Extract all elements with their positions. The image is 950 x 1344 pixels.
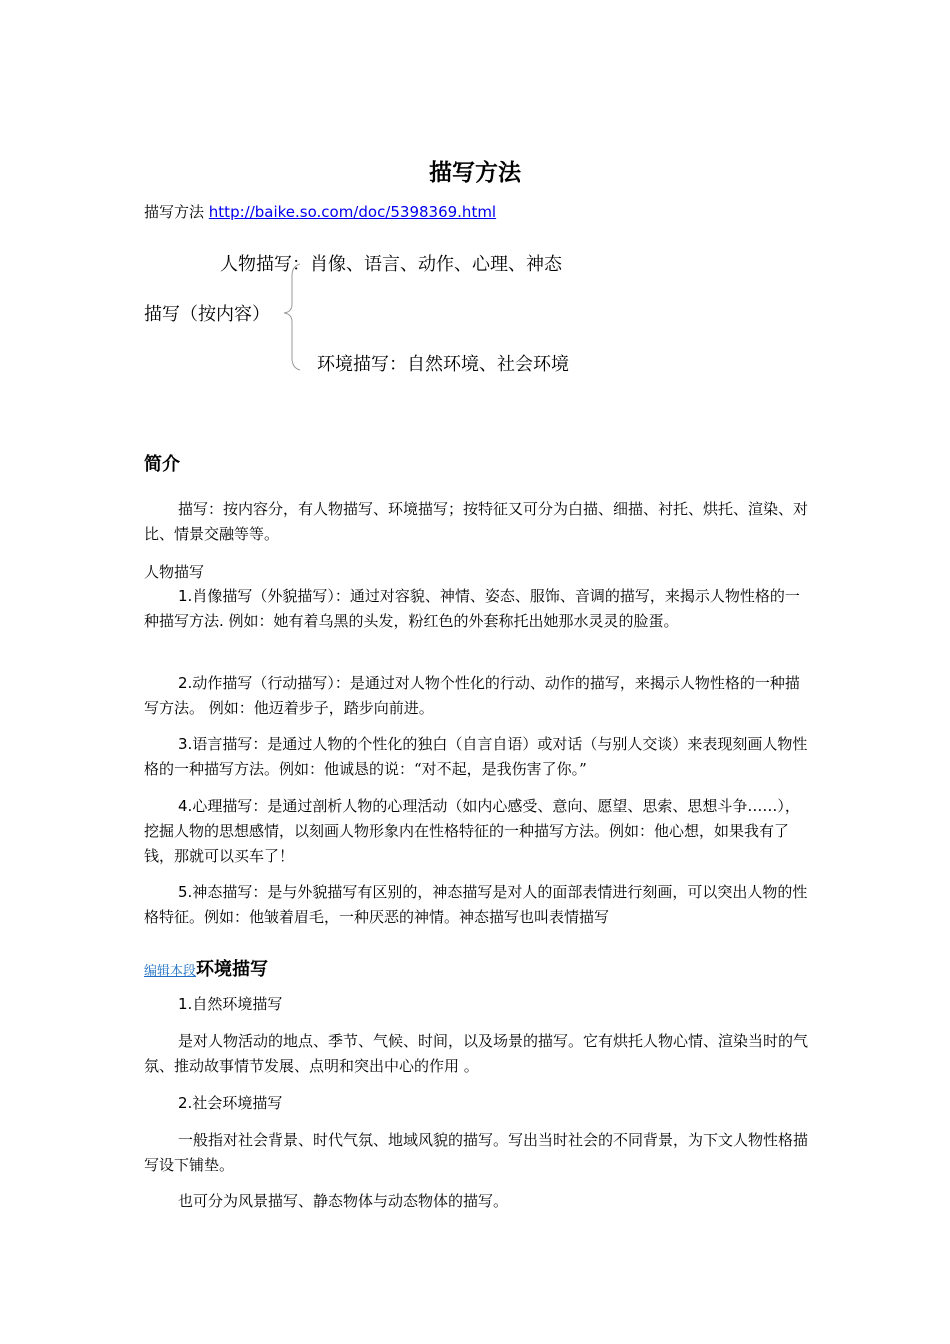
nature-paragraph: 是对人物活动的地点、季节、气候、时间，以及场景的描写。它有烘托人物心情、渲染当时的气氛、推动故事情节发展、点明和突出中心的作用 。 [144, 1032, 809, 1075]
item-number: 2. [178, 674, 193, 692]
intro-heading: 简介 [144, 454, 180, 475]
person-item-2 [144, 671, 808, 721]
item-number: 2. [178, 1094, 193, 1112]
item-text: 心理描写：是通过剖析人物的心理活动（如内心感受、意向、愿望、思索、思想斗争……），挖掘人物的思想感情，以刻画人物形象内在性格特征的一种描写方法。例如：他心想，如果我有了钱，那就可以买车了！ [144, 797, 800, 865]
diagram-brace [278, 262, 308, 372]
diagram-root: 描写（按内容） [144, 304, 270, 325]
page-title: 描写方法 [429, 160, 521, 186]
item-number: 4. [178, 797, 193, 815]
item-text: 神态描写：是与外貌描写有区别的，神态描写是对人的面部表情进行刻画，可以突出人物的性格特征。例如：他皱着眉毛，一种厌恶的神情。神态描写也叫表情描写 [144, 883, 808, 926]
diagram-person-branch: 人物描写：肖像、语言、动作、心理、神态 [220, 254, 562, 275]
source-label: 描写方法 [144, 203, 205, 221]
person-item-5 [144, 880, 808, 930]
environment-heading-line [144, 955, 268, 981]
item-text: 肖像描写（外貌描写）：通过对容貌、神情、姿态、服饰、音调的描写，来揭示人物性格的一种描写方法. 例如：她有着乌黑的头发，粉红色的外套称托出她那水灵灵的脸蛋。 [144, 587, 800, 630]
source-line [144, 201, 496, 222]
person-item-4 [144, 794, 808, 869]
nature-title [144, 992, 808, 1017]
social-paragraph: 一般指对社会背景、时代气氛、地域风貌的描写。写出当时社会的不同背景，为下文人物性格描写设下铺垫。 [144, 1131, 809, 1174]
item-text: 语言描写：是通过人物的个性化的独白（自言自语）或对话（与别人交谈）来表现刻画人物性格的一种描写方法。例如：他诚恳的说：“对不起，是我伤害了你。” [144, 735, 808, 778]
diagram-environment-branch: 环境描写：自然环境、社会环境 [317, 354, 569, 375]
source-link[interactable]: http://baike.so.com/doc/5398369.html [208, 203, 497, 221]
person-item-3 [144, 732, 808, 782]
person-item-1 [144, 584, 808, 634]
item-number: 1. [178, 587, 193, 605]
closing-paragraph: 也可分为风景描写、静态物体与动态物体的描写。 [178, 1192, 509, 1210]
person-heading: 人物描写 [144, 563, 205, 581]
intro-paragraph: 描写：按内容分，有人物描写、环境描写；按特征又可分为白描、细描、衬托、烘托、渲染、对比、情景交融等等。 [144, 500, 809, 543]
item-number: 5. [178, 883, 193, 901]
item-text: 动作描写（行动描写）：是通过对人物个性化的行动、动作的描写，来揭示人物性格的一种描写方法。 例如：他迈着步子，踏步向前进。 [144, 674, 800, 717]
edit-section-link[interactable]: 编辑本段 [144, 964, 197, 979]
item-text: 社会环境描写 [192, 1094, 283, 1112]
item-text: 自然环境描写 [192, 995, 283, 1013]
item-number: 3. [178, 735, 193, 753]
environment-heading: 环境描写 [196, 959, 269, 980]
item-number: 1. [178, 995, 193, 1013]
social-title [144, 1091, 808, 1116]
